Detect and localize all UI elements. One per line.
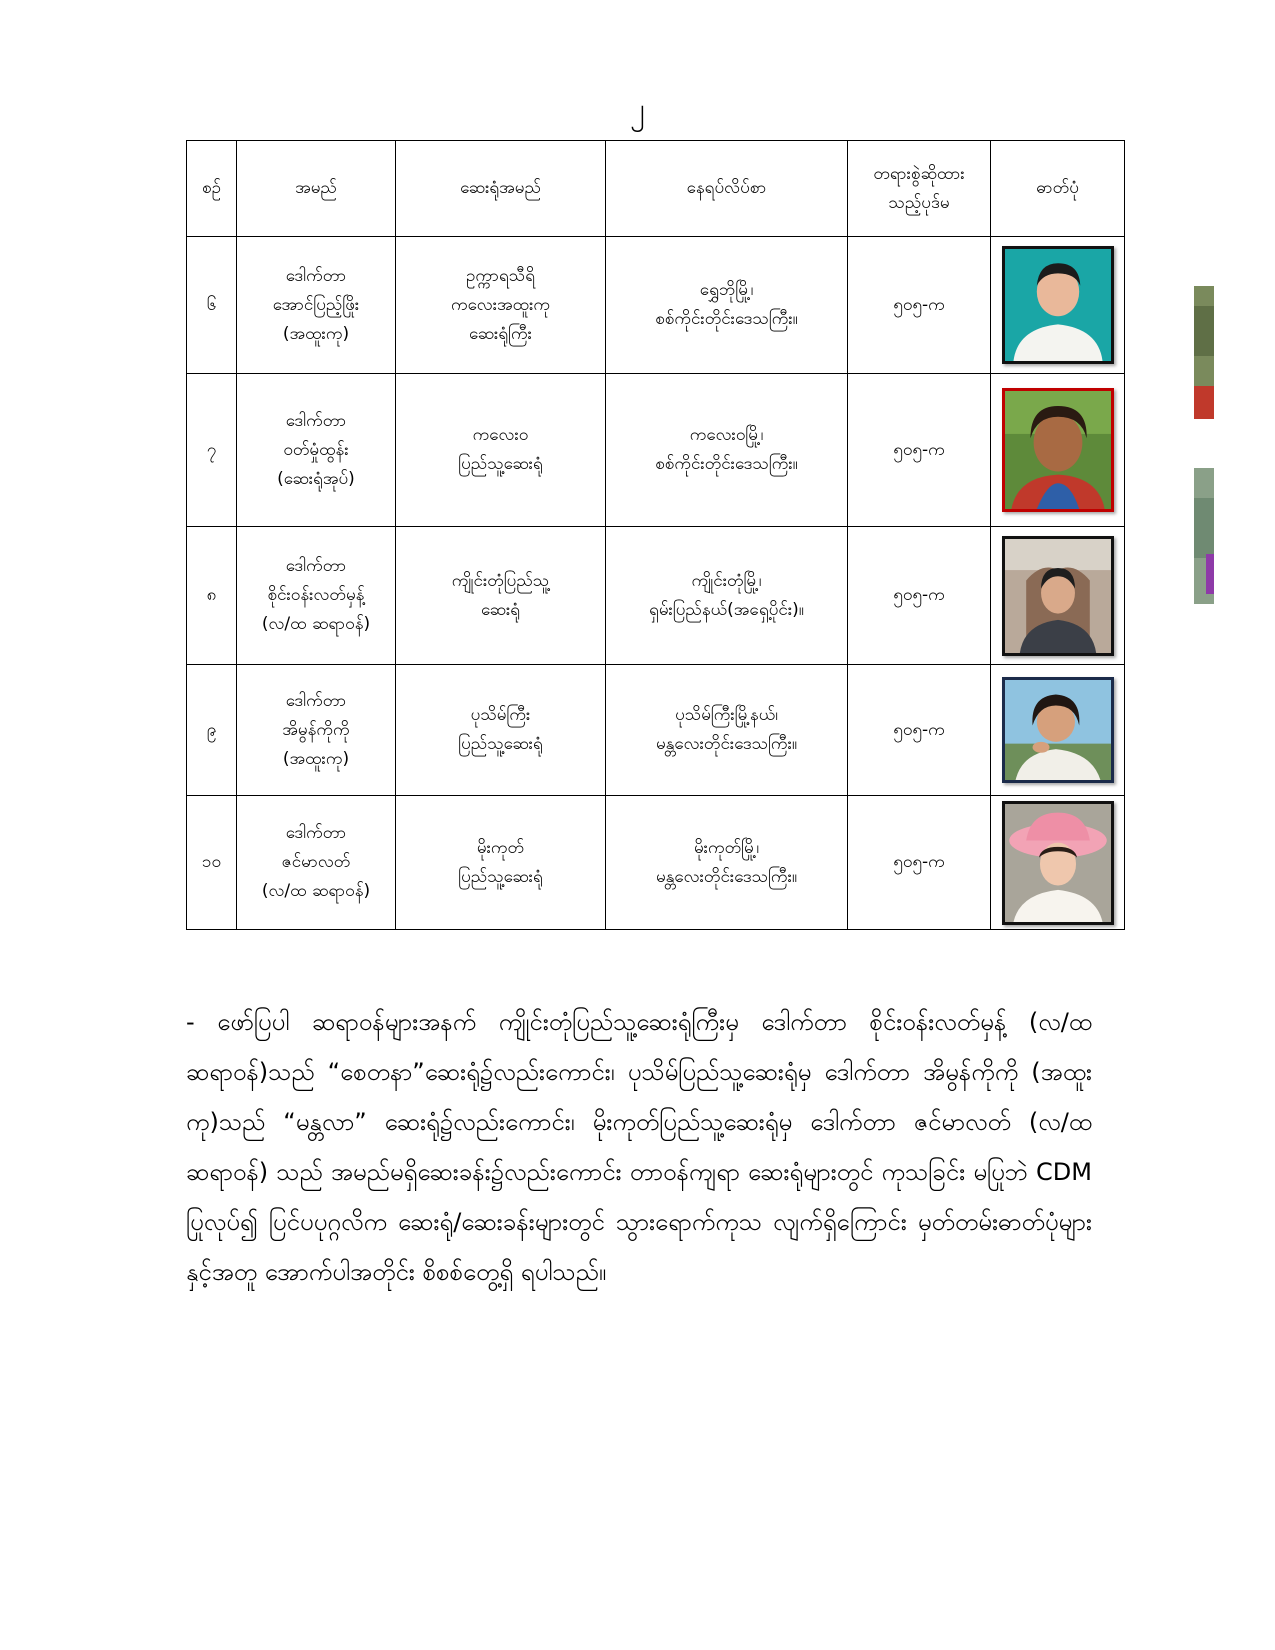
cell-photo bbox=[991, 237, 1125, 374]
name-line: ဒေါက်တာ bbox=[285, 265, 347, 286]
cell-hospital bbox=[396, 665, 606, 796]
name-line: ဝတ်မှုံထွန်း bbox=[283, 439, 349, 460]
hospital-line: ကလေးအထူးကု bbox=[450, 294, 551, 315]
cell-no: ၁၀ bbox=[187, 796, 237, 930]
header-section-line: သည့်ပုဒ်မ bbox=[888, 192, 950, 213]
name-line: (လ/ထ ဆရာဝန်) bbox=[261, 614, 371, 634]
hospital-line: ပြည်သူ့ဆေးရုံ bbox=[458, 866, 543, 887]
cell-name bbox=[237, 374, 396, 527]
header-name: အမည် bbox=[237, 141, 396, 237]
header-section bbox=[848, 141, 991, 237]
name-line: ဒေါက်တာ bbox=[285, 823, 347, 843]
header-no: စဉ် bbox=[187, 141, 237, 237]
cell-section: ၅၀၅-က bbox=[848, 374, 991, 527]
hospital-line: ကလေးဝ bbox=[472, 425, 529, 445]
name-line: (အထူးကု) bbox=[282, 748, 350, 769]
address-line: မန္တလေးတိုင်းဒေသကြီး။ bbox=[655, 866, 798, 887]
name-line: ဒေါက်တာ bbox=[285, 690, 347, 711]
name-line: ဒေါက်တာ bbox=[285, 556, 347, 576]
body-paragraph: - ဖော်ပြပါ ဆရာဝန်များအနက် ကျိုင်းတုံပြည်သူ့ဆေးရုံကြီးမှ ဒေါက်တာ စိုင်းဝန်းလတ်မှန့် (လ/ထ ဆရာဝန်)သည် “စေတနာ”ဆေးရုံ၌လည်းကောင်း၊ ပုသိမ်ပြည်သူ့ဆေးရုံမှ ဒေါက်တာ အိမွန်ကိုကို (အထူးကု)သည် “မန္တလာ” ဆေးရုံ၌လည်းကောင်း၊ မိုးကုတ်ပြည်သူ့ဆေးရုံမှ ဒေါက်တာ ဇင်မာလတ် (လ/ထ ဆရာဝန်) သည် အမည်မရှိဆေးခန်း၌လည်းကောင်း တာဝန်ကျရာ ဆေးရုံများတွင် ကုသခြင်း မပြုဘဲ CDM ပြုလုပ်၍ ပြင်ပပုဂ္ဂလိက ဆေးရုံ/ဆေးခန်းများတွင် သွားရောက်ကုသ လျက်ရှိကြောင်း မှတ်တမ်းဓာတ်ပုံများနှင့်အတူ အောက်ပါအတိုင်း စိစစ်တွေ့ရှိ ရပါသည်။ bbox=[186, 1008, 1092, 1286]
cell-section: ၅၀၅-က bbox=[848, 665, 991, 796]
address-line: ရှမ်းပြည်နယ်(အရှေ့ပိုင်း)။ bbox=[649, 599, 804, 620]
cell-photo bbox=[991, 796, 1125, 930]
header-hospital: ဆေးရုံအမည် bbox=[396, 141, 606, 237]
header-address: နေရပ်လိပ်စာ bbox=[606, 141, 848, 237]
address-line: မန္တလေးတိုင်းဒေသကြီး။ bbox=[655, 734, 798, 754]
hospital-line: ဆေးရုံ bbox=[480, 599, 521, 620]
address-line: ရွှေဘိုမြို့၊ bbox=[699, 280, 754, 300]
cell-no: ၈ bbox=[187, 527, 237, 665]
name-line: ဇင်မာလတ် bbox=[281, 852, 351, 872]
address-line: စစ်ကိုင်းတိုင်းဒေသကြီး။ bbox=[655, 454, 798, 474]
hospital-line: ပြည်သူ့ဆေးရုံ bbox=[458, 734, 543, 754]
portrait-photo bbox=[1002, 388, 1114, 512]
cell-name bbox=[237, 665, 396, 796]
table-row bbox=[187, 665, 1125, 796]
cell-hospital bbox=[396, 796, 606, 930]
header-photo: ဓာတ်ပုံ bbox=[991, 141, 1125, 237]
cell-address bbox=[606, 527, 848, 665]
edge-image-clip bbox=[1194, 468, 1214, 604]
name-line: အောင်ပြည့်ဖြိုး bbox=[272, 294, 360, 315]
hospital-line: ဥက္ကာရသီရိ bbox=[465, 265, 535, 286]
name-line: ဒေါက်တာ bbox=[285, 410, 347, 431]
hospital-line: မိုးကုတ် bbox=[476, 837, 525, 858]
portrait-photo bbox=[1002, 801, 1114, 925]
cell-name bbox=[237, 527, 396, 665]
cell-name bbox=[237, 796, 396, 930]
portrait-photo bbox=[1002, 536, 1114, 656]
cell-section: ၅၀၅-က bbox=[848, 237, 991, 374]
cell-no: ၉ bbox=[187, 665, 237, 796]
cell-address bbox=[606, 374, 848, 527]
cell-photo bbox=[991, 374, 1125, 527]
edge-image-clip bbox=[1194, 286, 1214, 419]
table-row bbox=[187, 796, 1125, 930]
address-line: ကလေးဝမြို့၊ bbox=[689, 425, 764, 445]
name-line: စိုင်းဝန်းလတ်မှန့် bbox=[267, 585, 365, 605]
address-line: စစ်ကိုင်းတိုင်းဒေသကြီး။ bbox=[655, 309, 798, 329]
cell-hospital bbox=[396, 237, 606, 374]
table-row bbox=[187, 374, 1125, 527]
cell-name bbox=[237, 237, 396, 374]
cell-section: ၅၀၅-က bbox=[848, 796, 991, 930]
cell-address bbox=[606, 796, 848, 930]
cell-photo bbox=[991, 527, 1125, 665]
table-row bbox=[187, 237, 1125, 374]
cell-section: ၅၀၅-က bbox=[848, 527, 991, 665]
address-line: ပုသိမ်ကြီးမြို့နယ်၊ bbox=[675, 705, 778, 725]
name-line: (ဆေးရုံအုပ်) bbox=[277, 468, 355, 489]
address-line: မိုးကုတ်မြို့၊ bbox=[693, 837, 760, 858]
hospital-line: ကျိုင်းတုံပြည်သူ့ bbox=[451, 570, 550, 591]
portrait-photo bbox=[1002, 677, 1114, 783]
cell-address bbox=[606, 665, 848, 796]
portrait-photo bbox=[1002, 246, 1114, 364]
hospital-line: ပြည်သူ့ဆေးရုံ bbox=[458, 454, 543, 474]
cell-hospital bbox=[396, 374, 606, 527]
hospital-line: ဆေးရုံကြီး bbox=[469, 323, 532, 344]
cell-address bbox=[606, 237, 848, 374]
header-section-line: တရားစွဲဆိုထား bbox=[873, 163, 965, 184]
cell-hospital bbox=[396, 527, 606, 665]
name-line: (လ/ထ ဆရာဝန်) bbox=[261, 881, 371, 901]
name-line: (အထူးကု) bbox=[282, 323, 350, 344]
table-row bbox=[187, 527, 1125, 665]
cell-no: ၇ bbox=[187, 374, 237, 527]
address-line: ကျိုင်းတုံမြို့၊ bbox=[691, 570, 762, 591]
name-line: အိမွန်ကိုကို bbox=[282, 719, 350, 740]
page-number: ၂ bbox=[630, 92, 645, 127]
cell-no: ၆ bbox=[187, 237, 237, 374]
hospital-line: ပုသိမ်ကြီး bbox=[470, 705, 531, 725]
doctor-table bbox=[186, 140, 1125, 930]
table-header-row bbox=[187, 141, 1125, 237]
cell-photo bbox=[991, 665, 1125, 796]
